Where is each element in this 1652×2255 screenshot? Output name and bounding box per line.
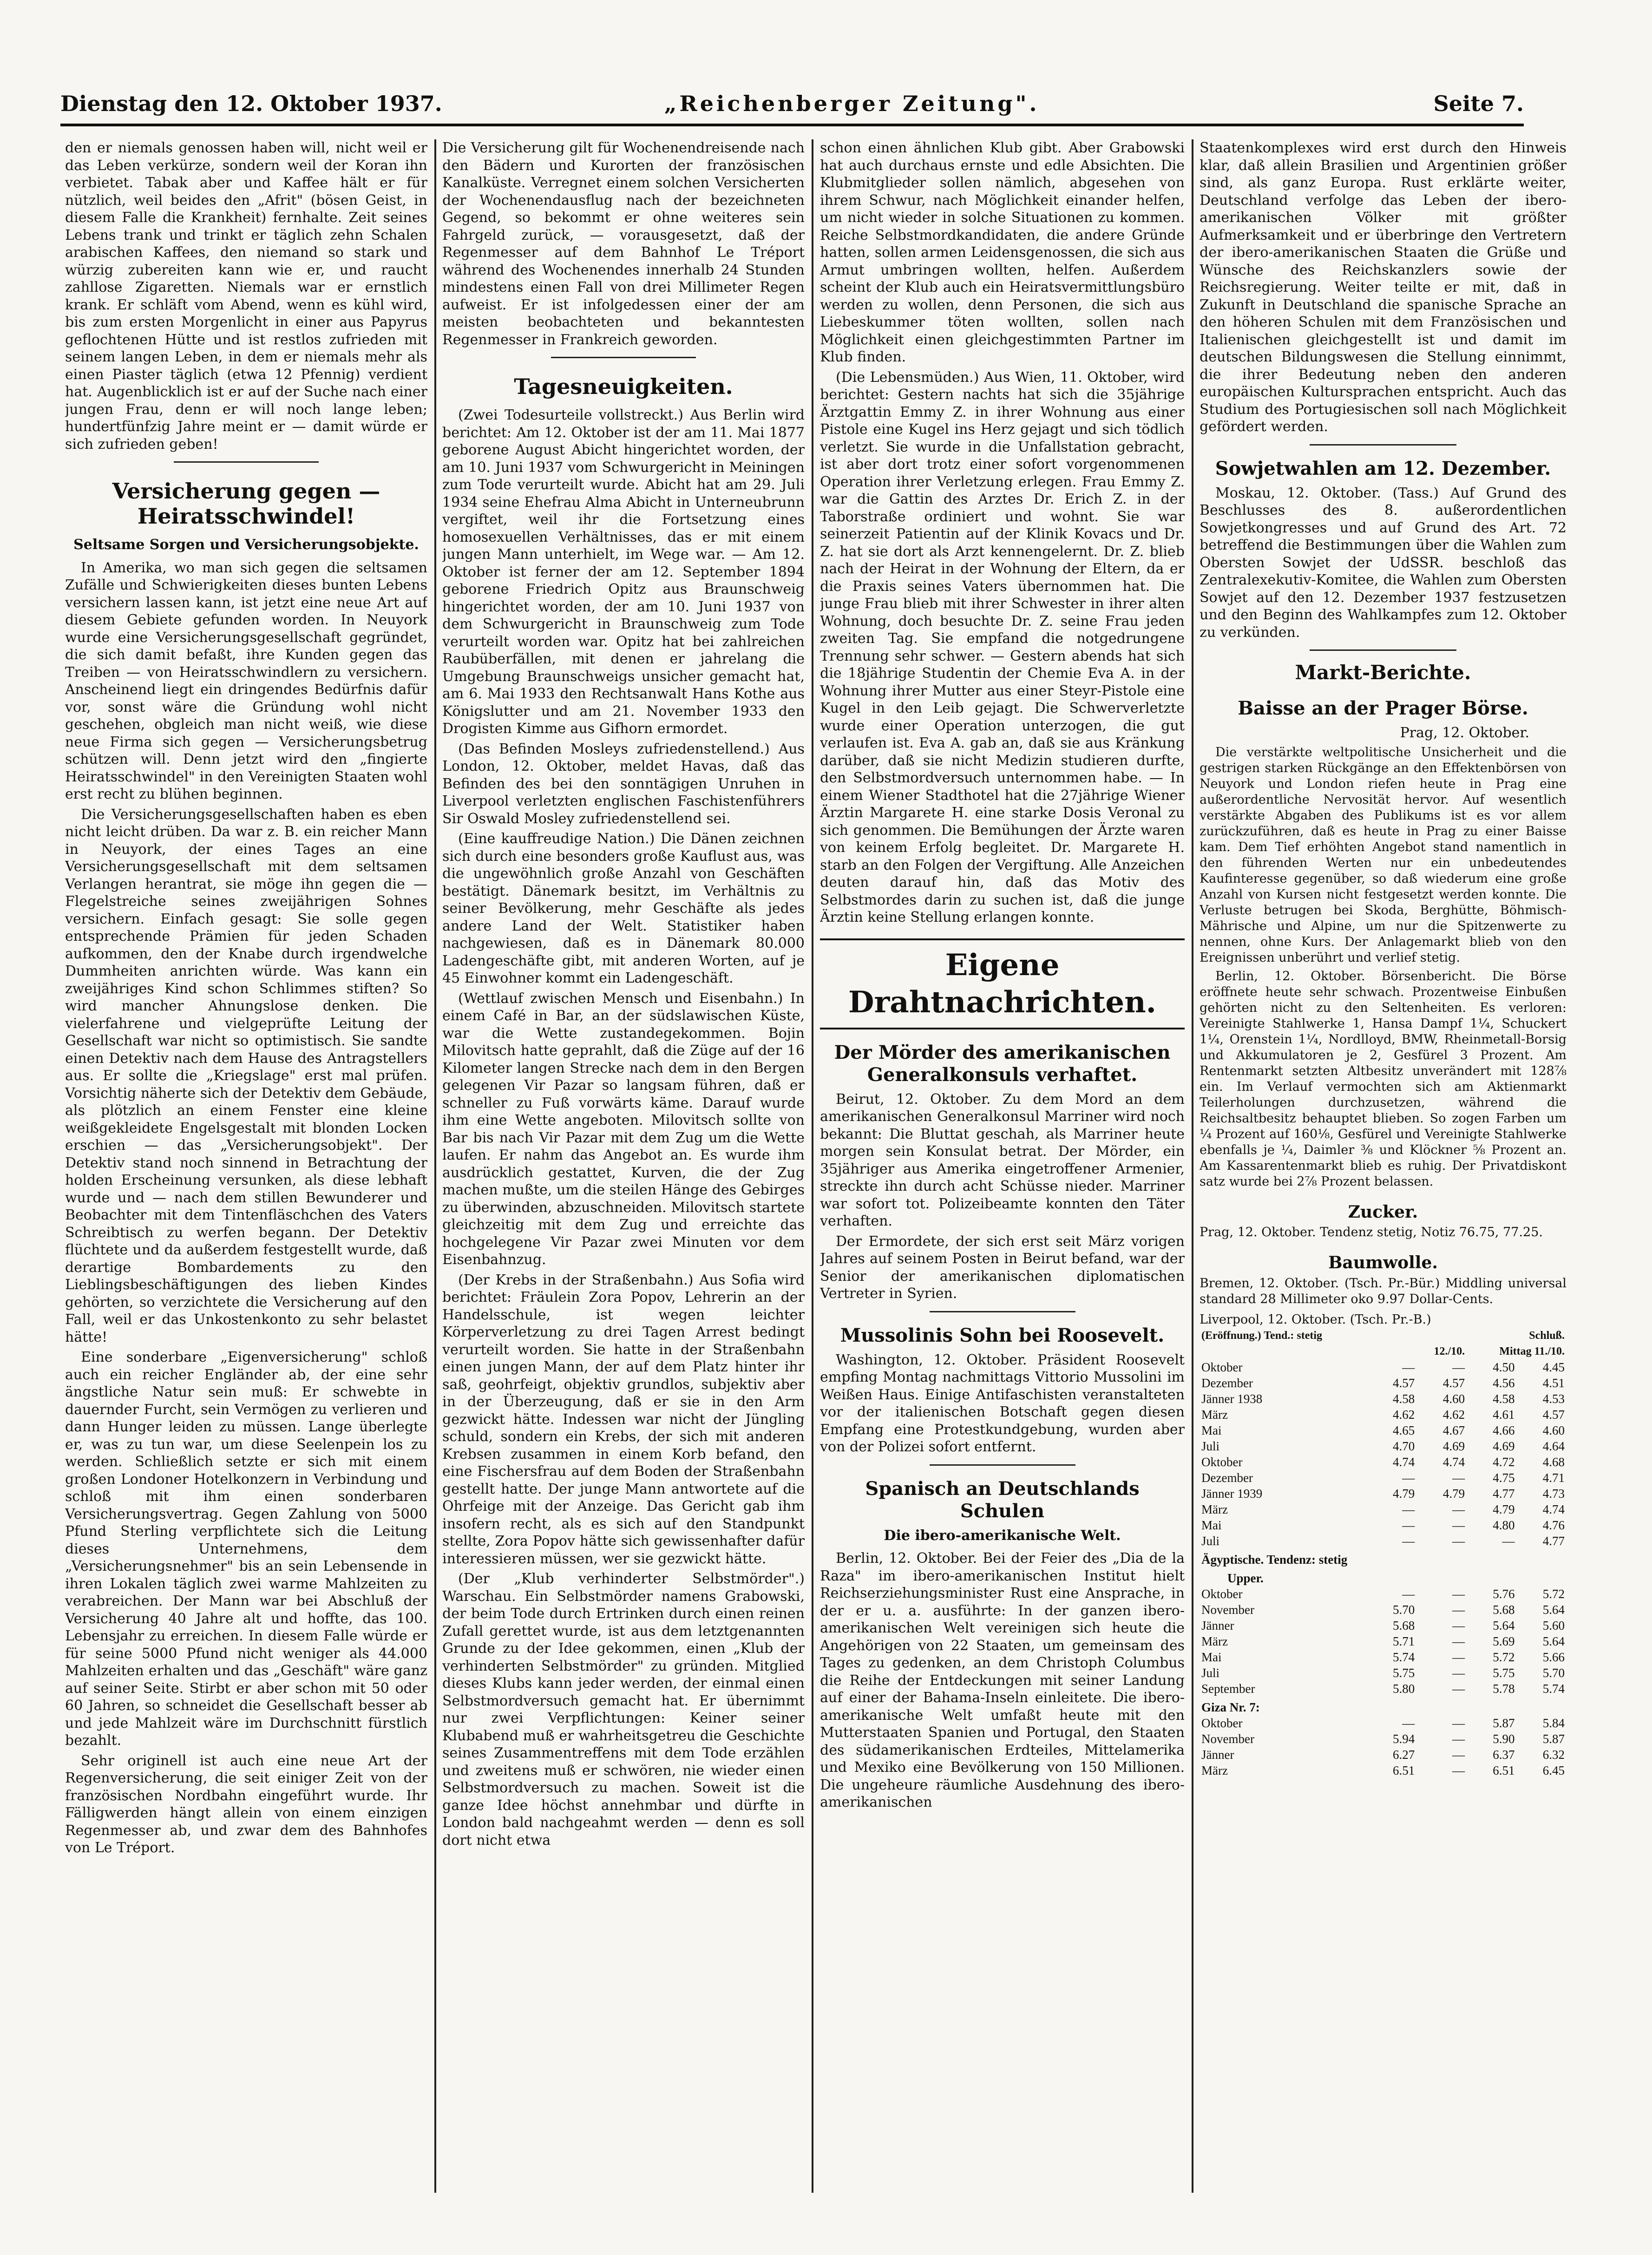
article-text: Eine sonderbare „Eigenversicherung" schloß auch ein reicher Engländer ab, der eine sehr ängstliche Natur sein muß: Er schwebte in dauernder Furcht, sein Vermögen zu verlieren und dann Hunger leiden zu müssen. Lange überlegte er, was zu tun war, um diese Seelenpein los zu werden. Schließlich setzte er sich mit einem großen Londoner Hotelkonzern in Verbindung und schloß mit ihm einen sonderbaren Versicherungsvertrag. Gegen Zahlung von 5000 Pfund Sterling verpflichtete sich die Leitung dieses Unternehmens, dem „Versicherungsnehmer" bis an sein Lebensende in ihren Lokalen täglich zwei warme Mahlzeiten zu verabreichen. Der Mann war bei Abschluß der Versicherung 40 Jahre alt und hoffte, das 100. Lebensjahr zu erreichen. In diesem Falle würde er für seine 5000 Pfund nicht weniger als 44.000 Mahlzeiten erhalten und das „Geschäft" wäre ganz auf seiner Seite. Stirbt er aber schon mit 50 oder 60 Jahren, so schneidet die Gesellschaft besser ab und jede Mahlzeit wäre im Durchschnitt fürstlich bezahlt.: [65, 1349, 427, 1749]
price-cell: 4.57: [1442, 1376, 1465, 1390]
price-cell: 4.76: [1542, 1518, 1565, 1532]
price-cell: —: [1452, 1502, 1465, 1516]
month-cell: Jänner 1939: [1201, 1486, 1263, 1501]
header-masthead: „Reichenberger Zeitung".: [664, 91, 1040, 116]
price-cell: 4.60: [1442, 1391, 1465, 1406]
price-cell: 4.80: [1493, 1518, 1515, 1532]
divider: [930, 1311, 1075, 1312]
price-cell: 5.72: [1493, 1650, 1515, 1664]
table-row: [1200, 1438, 1567, 1454]
table-section-row: [1200, 1567, 1567, 1586]
month-cell: Oktober: [1201, 1586, 1243, 1601]
price-cell: —: [1402, 1502, 1415, 1516]
table-section-row: [1200, 1549, 1567, 1567]
market-text: Prag, 12. Oktober. Tendenz stetig, Notiz 76.75, 77.25.: [1200, 1225, 1543, 1239]
section-label: Ägyptische. Tendenz: stetig: [1201, 1552, 1348, 1567]
table-row: [1200, 1454, 1567, 1470]
article-text: In Amerika, wo man sich gegen die seltsamen Zufälle und Schwierigkeiten dieses bunten Lebens versichern lassen kann, ist jetzt eine neue Art auf diesem Gebiete gefunden worden. In Neuyork wurde eine Versicherungsgesellschaft gegründet, die sich damit befaßt, ihre Kunden gegen das Treiben — von Heiratsschwindlern zu versichern. Anscheinend liegt ein dringendes Bedürfnis dafür vor, sonst wäre die Gründung wohl nicht geschehen, obgleich man nicht weiß, wie diese neue Firma sich gegen — Versicherungsbetrug schützen will. Denn jetzt wird den „fingierte Heiratsschwindel" in den Vereinigten Staaten wohl erst recht zu blühen beginnen.: [65, 559, 427, 802]
subheadline: Seltsame Sorgen und Versicherungsobjekte.: [73, 537, 419, 553]
table-row: [1200, 1501, 1567, 1517]
price-cell: —: [1452, 1518, 1465, 1532]
price-cell: 4.79: [1392, 1486, 1415, 1501]
month-cell: Mai: [1201, 1518, 1222, 1532]
price-cell: 4.53: [1542, 1391, 1565, 1406]
table-row: [1200, 1731, 1567, 1747]
column-1: [65, 139, 427, 2230]
table-row: [1200, 1533, 1567, 1549]
price-cell: 4.75: [1493, 1470, 1515, 1485]
price-cell: 4.61: [1493, 1407, 1515, 1422]
page-header: [60, 91, 1524, 126]
column-rule: [1192, 139, 1193, 2193]
table-header-row: [1200, 1328, 1567, 1344]
price-cell: 6.32: [1542, 1747, 1565, 1762]
price-cell: —: [1452, 1681, 1465, 1696]
table-row: [1200, 1586, 1567, 1602]
price-cell: 5.70: [1542, 1665, 1565, 1680]
month-cell: März: [1201, 1407, 1228, 1422]
article-text: Berlin, 12. Oktober. Bei der Feier des „Dia de la Raza" im ibero-amerikanischen Institut hielt Reichserziehungsminister Rust eine Ansprache, in der er u. a. ausführte: In der ganzen ibero-amerikanischen Welt vereinigen sich heute die Angehörigen von 22 Staaten, um gemeinsam des Tages zu gedenken, an dem Christoph Columbus die Reihe der Entdeckungen mit seiner Landung auf einer der Bahama-Inseln einleitete. Die ibero-amerikanische Welt umfaßt heute mit den Mutterstaaten Spanien und Portugal, den Staaten des südamerikanischen Erdteiles, Mittelamerika und Mexiko eine Bevölkerung von 150 Millionen. Die ungeheure räumliche Ausdehnung des ibero-amerikanischen: [820, 1550, 1185, 1810]
price-cell: 4.58: [1392, 1391, 1415, 1406]
table-row: [1200, 1665, 1567, 1681]
table-header-cell: Schluß.: [1529, 1329, 1565, 1342]
price-cell: 5.66: [1542, 1650, 1565, 1664]
price-cell: —: [1452, 1665, 1465, 1680]
month-cell: Jänner: [1201, 1618, 1234, 1632]
headline-baisse: Baisse an der Prager Börse.: [1238, 697, 1528, 719]
table-header-cell: 12./10.: [1434, 1345, 1465, 1357]
price-cell: 5.64: [1493, 1618, 1515, 1632]
table-row: [1200, 1486, 1567, 1501]
price-cell: —: [1452, 1747, 1465, 1762]
column-rule: [434, 139, 436, 2193]
price-cell: 4.65: [1392, 1423, 1415, 1437]
month-cell: November: [1201, 1602, 1254, 1617]
price-cell: 5.84: [1542, 1716, 1565, 1730]
month-cell: Juli: [1201, 1439, 1220, 1453]
price-cell: —: [1452, 1731, 1465, 1746]
price-cell: 4.60: [1542, 1423, 1565, 1437]
divider: [930, 1464, 1075, 1466]
price-cell: —: [1402, 1518, 1415, 1532]
price-cell: 4.50: [1493, 1360, 1515, 1374]
price-cell: 4.62: [1442, 1407, 1465, 1422]
month-cell: Juli: [1201, 1665, 1220, 1680]
price-cell: 6.51: [1392, 1763, 1415, 1777]
article-text: den er niemals genossen haben will, nicht weil er das Leben verkürze, sondern weil der Koran ihn verbietet. Tabak aber und Kaffee hält er für nützlich, weil beides den „Afrit" (bösen Geist, in diesem Falle die Krankheit) fernhalte. Zeit seines Lebens trank und trinkt er täglich zehn Schalen arabischen Kaffees, den niemand so stark und würzig zubereiten kann wie er, und raucht zahllose Zigaretten. Niemals war er ernstlich krank. Er schläft vom Abend, wenn es kühl wird, bis zum ersten Morgenlicht in einer aus Papyrus geflochtenen Hütte und ist restlos zufrieden mit seinem langen Leben, in dem er niemals mehr als einen Piaster täglich (etwa 12 Pfennig) verdient hat. Augenblicklich ist er auf der Suche nach einer jungen Frau, denn er will noch lange leben; hundertfünfzig Jahre meint er — damit würde er sich zufrieden geben!: [65, 140, 427, 452]
article-text: Washington, 12. Oktober. Präsident Roosevelt empfing Montag nachmittags Vittorio Mussolini im Weißen Haus. Einige Antifaschisten veranstalteten vor der italienischen Botschaft gegen diesen Empfang eine Protestkundgebung, wurden aber von der Polizei sofort entfernt.: [820, 1351, 1185, 1455]
giza-rows: [1200, 1715, 1567, 1778]
table-row: [1200, 1391, 1567, 1407]
article-text: schon einen ähnlichen Klub gibt. Aber Grabowski hat auch durchaus ernste und edle Absichten. Die Klubmitglieder sollen nämlich, abgesehen von ihrem Schwur, nach Möglichkeit einander helfen, um nicht wieder in solche Situationen zu kommen. Reiche Selbstmordkandidaten, die andere Gründe hatten, sollen armen Leidensgenossen, die sich aus Armut umbringen wollten, helfen. Außerdem scheint der Klub auch ein Heiratsvermittlungsbüro werden zu wollen, denn Personen, die sich aus Liebeskummer töten wollten, sollen nach Möglichkeit einen gleichgestimmten Partner im Klub finden.: [820, 140, 1185, 365]
table-row: [1200, 1470, 1567, 1486]
price-cell: 4.56: [1493, 1376, 1515, 1390]
egypt-upper-rows: [1200, 1586, 1567, 1697]
headline-versicherung: Versicherung gegen — Heiratsschwindel!: [112, 479, 380, 529]
headline-spanisch: Spanisch an Deutschlands Schulen: [865, 1477, 1140, 1522]
price-cell: 4.69: [1493, 1439, 1515, 1453]
price-cell: 5.68: [1392, 1618, 1415, 1632]
price-cell: 5.75: [1493, 1665, 1515, 1680]
price-cell: —: [1402, 1534, 1415, 1548]
table-row: [1200, 1602, 1567, 1618]
table-row: [1200, 1407, 1567, 1422]
market-text: Bremen, 12. Oktober. (Tsch. Pr.-Bür.) Middling universal standard 28 Millimeter oko 9.97 Dollar-Cents.: [1200, 1276, 1567, 1306]
month-cell: Oktober: [1201, 1360, 1243, 1374]
price-cell: 6.27: [1392, 1747, 1415, 1762]
price-cell: 6.37: [1493, 1747, 1515, 1762]
article-text: Der Ermordete, der sich erst seit März vorigen Jahres auf seinem Posten in Beirut befand, war der Senior der amerikanischen diplomatischen Vertreter in Syrien.: [820, 1233, 1185, 1302]
month-cell: Mai: [1201, 1423, 1222, 1437]
headline-tagesneuigkeiten: Tagesneuigkeiten.: [514, 374, 733, 399]
price-cell: 4.62: [1392, 1407, 1415, 1422]
price-cell: 4.51: [1542, 1376, 1565, 1390]
price-cell: 6.45: [1542, 1763, 1565, 1777]
price-cell: —: [1452, 1618, 1465, 1632]
month-cell: September: [1201, 1681, 1255, 1696]
price-cell: 4.77: [1542, 1534, 1565, 1548]
article-text: Beirut, 12. Oktober. Zu dem Mord an dem amerikanischen Generalkonsul Marriner wird noch bekannt: Die Bluttat geschah, als Marriner heute morgen sein Konsulat betrat. Der Mörder, ein 35jähriger aus Amerika eingetroffener Armenier, streckte ihn durch acht Schüsse nieder. Marriner war sofort tot. Polizeibeamte konnten den Täter verhaften.: [820, 1091, 1185, 1229]
price-cell: 4.57: [1392, 1376, 1415, 1390]
table-row: [1200, 1681, 1567, 1697]
headline-baumwolle: Baumwolle.: [1328, 1253, 1438, 1272]
month-cell: März: [1201, 1763, 1228, 1777]
article-text: Die Versicherung gilt für Wochenendreisende nach den Bädern und Kurorten der französischen Kanalküste. Verregnet einem solchen Versicherten der Wochenendausflug nach der bezeichneten Gegend, so bekommt er ohne weiteres sein Fahrgeld zurück, — vorausgesetzt, daß der Regenmesser auf dem Bahnhof Le Tréport während des Wochenendes innerhalb 24 Stunden mindestens einen Fall von drei Millimeter Regen aufweist. Er ist infolgedessen einer der am meisten beobachteten und bekanntesten Regenmesser in Frankreich geworden.: [442, 140, 805, 348]
price-cell: 5.90: [1493, 1731, 1515, 1746]
price-cell: —: [1452, 1534, 1465, 1548]
price-cell: 5.72: [1542, 1586, 1565, 1601]
price-cell: 4.79: [1442, 1486, 1465, 1501]
price-cell: 4.71: [1542, 1470, 1565, 1485]
market-text: Liverpool, 12. Oktober. (Tsch. Pr.-B.): [1200, 1312, 1431, 1327]
price-cell: —: [1452, 1602, 1465, 1617]
news-item: (Der Krebs in der Straßenbahn.) Aus Sofia wird berichtet: Fräulein Zora Popov, Lehrerin an der Handelsschule, ist wegen leichter Körperverletzung zu drei Tagen Arrest bedingt verurteilt worden. Sie hatte in der Straßenbahn einen jungen Mann, der auf dem Platz hinter ihr saß, geohrfeigt, objektiv grundlos, subjektiv aber in der Überzeugung, daß er sie in den Arm gezwickt hätte. Indessen war nicht der Jüngling schuld, sondern ein Krebs, der sich mit anderen Krebsen zusammen in einem Korb befand, den eine Fischersfrau auf dem Boden der Straßenbahn gestellt hatte. Der junge Mann antwortete auf die Ohrfeige mit der Anzeige. Das Gericht gab ihm insofern recht, als es sich auf den Standpunkt stellte, Zora Popov hätte sich gewissenhafter dafür interessieren müssen, wer sie gezwickt hätte.: [442, 1272, 805, 1567]
month-cell: Jänner 1938: [1201, 1391, 1263, 1406]
price-cell: —: [1452, 1360, 1465, 1374]
price-cell: —: [1402, 1586, 1415, 1601]
price-cell: 4.74: [1392, 1455, 1415, 1469]
table-section-row: [1200, 1697, 1567, 1715]
headline-moerder: Der Mörder des amerikanischen Generalkonsuls verhaftet.: [834, 1041, 1171, 1086]
table-row: [1200, 1375, 1567, 1391]
price-cell: 4.74: [1542, 1502, 1565, 1516]
price-cell: —: [1452, 1650, 1465, 1664]
price-cell: 5.74: [1392, 1650, 1415, 1664]
price-cell: —: [1402, 1470, 1415, 1485]
divider: [551, 357, 696, 358]
news-item: (Eine kauffreudige Nation.) Die Dänen zeichnen sich durch eine besonders große Kauflust aus, was die ungewöhnlich große Anzahl von Geschäften bestätigt. Dänemark besitzt, im Verhältnis zu seiner Bevölkerung, mehr Geschäfte als jedes andere Land der Welt. Statistiker haben nachgewiesen, daß es in Dänemark 80.000 Ladengeschäfte gibt, mit anderen Worten, auf je 45 Einwohner kommt ein Ladengeschäft.: [442, 831, 805, 986]
table-header-row: [1200, 1344, 1567, 1359]
price-cell: 4.72: [1493, 1455, 1515, 1469]
section-label: Giza Nr. 7:: [1201, 1700, 1260, 1714]
cotton-price-table: [1200, 1328, 1567, 1778]
market-text: Die verstärkte weltpolitische Unsicherheit und die gestrigen starken Rückgänge an den Effektenbörsen von Neuyork und London riefen heute in Prag eine außerordentliche Nervosität hervor. Auf wesentlich verstärkte Abgaben des Publikums ist es vor allem zurückzuführen, daß es heute in Prag zu einer Baisse kam. Dem Tief erhöhten Angebot stand namentlich in den führenden Werten nur ein unbedeutendes Kaufinteresse gegenüber, so daß wiederum eine große Anzahl von Kursen nicht festgesetzt werden konnte. Die Verluste betrugen bei Skoda, Berghütte, Böhmisch-Mährische und Alpine, um nur die Spitzenwerte zu nennen, ohne Kurs. Der Anlagemarkt blieb von den Ereignissen unberührt und verlief stetig.: [1200, 745, 1567, 965]
price-cell: 4.74: [1442, 1455, 1465, 1469]
price-cell: 5.74: [1542, 1681, 1565, 1696]
table-row: [1200, 1715, 1567, 1731]
price-cell: 5.75: [1392, 1665, 1415, 1680]
month-cell: Jänner: [1201, 1747, 1234, 1762]
price-cell: 4.69: [1442, 1439, 1465, 1453]
headline-marktberichte: Markt-Berichte.: [1295, 661, 1471, 684]
table-row: [1200, 1517, 1567, 1533]
divider: [1310, 649, 1456, 651]
article-text: Staatenkomplexes wird erst durch den Hinweis klar, daß allein Brasilien und Argentinien größer sind, als ganz Europa. Rust erklärte weiter, Deutschland verfolge das Leben der ibero-amerikanischen Völker mit größter Aufmerksamkeit und er überbringe den Vertretern der ibero-amerikanischen Staaten die Grüße und Wünsche des Reichskanzlers sowie der Reichsregierung. Weiter teilte er mit, daß in Zukunft in Deutschland die spanische Sprache an den höheren Schulen mit dem Französischen und Italienischen gleichgestellt ist und damit im deutschen Bildungswesen die Stellung einnimmt, die ihrer Bedeutung neben den anderen europäischen Kultursprachen entspricht. Auch das Studium des Portugiesischen soll nach Möglichkeit gefördert werden.: [1200, 140, 1567, 435]
table-row: [1200, 1422, 1567, 1438]
price-cell: 5.87: [1542, 1731, 1565, 1746]
month-cell: Oktober: [1201, 1716, 1243, 1730]
price-cell: 4.64: [1542, 1439, 1565, 1453]
price-cell: 4.77: [1493, 1486, 1515, 1501]
price-cell: 5.80: [1392, 1681, 1415, 1696]
month-cell: November: [1201, 1731, 1254, 1746]
price-cell: 5.76: [1493, 1586, 1515, 1601]
table-row: [1200, 1618, 1567, 1633]
month-cell: Dezember: [1201, 1376, 1253, 1390]
column-4: [1200, 139, 1567, 2230]
price-cell: 5.87: [1493, 1716, 1515, 1730]
header-date: Dienstag den 12. Oktober 1937.: [60, 91, 442, 116]
table-row: [1200, 1359, 1567, 1375]
news-item: (Zwei Todesurteile vollstreckt.) Aus Berlin wird berichtet: Am 12. Oktober ist der am 11. Mai 1877 geborene August Abicht hingerichtet worden, der am 10. Juni 1937 vom Schwurgericht in Meiningen zum Tode verurteilt wurde. Abicht hat am 29. Juli 1934 seine Ehefrau Alma Abicht in Unterneubrunn vergiftet, weil ihr die Fortsetzung eines homosexuellen Verhältnisses, das er mit einem jungen Mann unterhielt, im Wege war. — Am 12. Oktober ist ferner der am 12. September 1894 geborene Friedrich Opitz aus Braunschweig hingerichtet worden, der am 10. Juni 1937 von dem Schwurgericht in Braunschweig zum Tode verurteilt worden war. Opitz hat bei zahlreichen Raubüberfällen, mit denen er jahrelang die Umgebung Braunschweigs unsicher gemacht hat, am 6. Mai 1933 den Rechtsanwalt Hans Kothe aus Königslutter und am 21. November 1933 den Drogisten Kimme aus Gifhorn ermordet.: [442, 407, 805, 737]
column-3: [820, 139, 1185, 2230]
price-cell: —: [1452, 1634, 1465, 1648]
headline-drahtnachrichten: Eigene Drahtnachrichten.: [820, 938, 1185, 1029]
price-cell: —: [1402, 1360, 1415, 1374]
price-cell: 5.68: [1493, 1602, 1515, 1617]
price-cell: 5.94: [1392, 1731, 1415, 1746]
column-rule: [812, 139, 813, 2193]
price-cell: 5.60: [1542, 1618, 1565, 1632]
dateline: Prag, 12. Oktober.: [1400, 725, 1529, 741]
column-2: [442, 139, 805, 2230]
price-cell: 5.64: [1542, 1634, 1565, 1648]
price-cell: 5.70: [1392, 1602, 1415, 1617]
section-label: Upper.: [1227, 1571, 1264, 1585]
liverpool-rows: [1200, 1359, 1567, 1549]
month-cell: März: [1201, 1634, 1228, 1648]
price-cell: 5.71: [1392, 1634, 1415, 1648]
header-page-number: Seite 7.: [1433, 91, 1524, 116]
headline-mussolini: Mussolinis Sohn bei Roosevelt.: [840, 1324, 1165, 1346]
month-cell: Oktober: [1201, 1455, 1243, 1469]
price-cell: 4.66: [1493, 1423, 1515, 1437]
divider: [174, 461, 319, 463]
table-header-cell: Mittag 11./10.: [1499, 1345, 1565, 1357]
headline-sowjetwahlen: Sowjetwahlen am 12. Dezember.: [1215, 457, 1551, 479]
news-item: (Das Befinden Mosleys zufriedenstellend.) Aus London, 12. Oktober, meldet Havas, daß das Befinden des bei den sonntägigen Unruhen in Liverpool verletzten englischen Faschistenführers Sir Oswald Mosley zufriedenstellend sei.: [442, 741, 805, 827]
price-cell: —: [1452, 1763, 1465, 1777]
news-item: (Der „Klub verhinderter Selbstmörder".) Warschau. Ein Selbstmörder namens Grabowski, der beim Tode durch Ertrinken durch einen reinen Zufall gerettet wurde, ist aus dem letztgenannten Grunde zu der Idee gekommen, einen „Klub der verhinderten Selbstmörder" zu gründen. Mitglied dieses Klubs kann jeder werden, der einmal einen Selbstmordversuch gemacht hat. Er übernimmt nur zwei Verpflichtungen: Keiner seiner Klubabend muß er wahrheitsgetreu die Geschichte seines Zusammentreffens mit dem Tode erzählen und zweitens muß er schwören, nie wieder einen Selbstmordversuch zu machen. Soweit ist die ganze Idee höchst annehmbar und dürfte in London bald nachgeahmt werden — denn es soll dort nicht etwa: [442, 1571, 805, 1849]
headline-zucker: Zucker.: [1348, 1202, 1418, 1222]
table-row: [1200, 1763, 1567, 1778]
price-cell: 4.79: [1493, 1502, 1515, 1516]
market-text: Berlin, 12. Oktober. Börsenbericht. Die Börse eröffnete heute sehr schwach. Prozentweise Einbußen gehörten nicht zu den Seltenheiten. Es verloren: Vereinigte Stahlwerke 1, Hansa Dampf 1¼, Schuckert 1¼, Orenstein 1¼, Nordlloyd, BMW, Rheinmetall-Borsig und Akkumulatoren je 2, Gesfürel 3 Prozent. Am Rentenmarkt setzten Altbesitz unverändert mit 128⅞ ein. Im Verlauf vermochten sich am Aktienmarkt Teilerholungen durchzusetzen, während die Reichsaltbesitz behauptet blieben. So zogen Farben um ¼ Prozent auf 160⅛, Gesfürel und Vereinigte Stahlwerke ebenfalls je ¼, Daimler ⅜ und Klöckner ⅝ Prozent an. Am Kassarentenmarkt blieb es ruhig. Der Privatdiskont satz wurde bei 2⅞ Prozent belassen.: [1200, 969, 1567, 1189]
month-cell: Mai: [1201, 1650, 1222, 1664]
price-cell: 4.45: [1542, 1360, 1565, 1374]
price-cell: 4.67: [1442, 1423, 1465, 1437]
price-cell: 5.64: [1542, 1602, 1565, 1617]
price-cell: 5.69: [1493, 1634, 1515, 1648]
month-cell: Juli: [1201, 1534, 1220, 1548]
news-item: (Die Lebensmüden.) Aus Wien, 11. Oktober, wird berichtet: Gestern nachts hat sich die 35jährige Ärztgattin Emmy Z. in ihrer Wohnung aus einer Pistole eine Kugel ins Herz gejagt und sich tödlich verletzt. Sie wurde in die Unfallstation gebracht, ist aber dort trotz einer sofort vorgenommenen Operation ihrer Verletzung erlegen. Frau Emmy Z. war die Gattin des Arztes Dr. Erich Z. in der Taborstraße ordiniert und wohnt. Sie war seinerzeit Patientin auf der Klinik Kovacs und Dr. Z. hat sie dort als Arzt kennengelernt. Dr. Z. blieb nach der Heirat in der Wohnung der Eltern, da er die Praxis seines Vaters übernommen hat. Die junge Frau blieb mit ihrer Schwester in ihrer alten Wohnung, doch besuchte Dr. Z. seine Frau jeden zweiten Tag. Sie empfand die notgedrungene Trennung sehr schwer. — Gestern abends hat sich die 18jährige Studentin der Chemie Eva A. in der Wohnung ihrer Mutter aus einer Steyr-Pistole eine Kugel in den Leib gejagt. Die Schwerverletzte wurde einer Operation unterzogen, die gut verlaufen ist. Eva A. gab an, daß sie aus Kränkung darüber, daß sie nicht Medizin studieren durfte, den Selbstmordversuch unternommen habe. — In einem Wiener Stadthotel hat die 27jährige Wiener Ärztin Margarete H. eine starke Dosis Veronal zu sich genommen. Die Bemühungen der Ärzte waren von keinem Erfolg begleitet. Dr. Margarete H. starb an den Folgen der Vergiftung. Alle Anzeichen deuten darauf hin, daß das Motiv des Selbstmordes darin zu suchen ist, daß die junge Ärztin keine Stellung erlangen konnte.: [820, 369, 1185, 925]
price-cell: —: [1452, 1716, 1465, 1730]
article-text: Die Versicherungsgesellschaften haben es eben nicht leicht drüben. Da war z. B. ein reicher Mann in Neuyork, der eines Tages an eine Versicherungsgesellschaft mit dem seltsamen Verlangen herantrat, sie möge ihn gegen die — Flegelstreiche seines zweijährigen Sohnes versichern. Einfach gesagt: Sie solle gegen entsprechende Prämien für jeden Schaden aufkommen, den der Knabe durch irgendwelche Dummheiten anrichten würde. Was kann ein zweijähriges Kind schon Schlimmes stiften? So wird mancher Ahnungslose denken. Die vielerfahrene und vielgeprüfte Leitung der Gesellschaft war nicht so optimistisch. Sie sandte einen Detektiv nach dem Hause des Antragstellers aus. Er sollte die „Kriegslage" erst mal prüfen. Vorsichtig näherte sich der Detektiv dem Gebäude, als plötzlich an einem Fenster eine kleine weißgekleidete Engelsgestalt mit blonden Locken erschien — das „Versicherungsobjekt". Der Detektiv stand noch sinnend in Betrachtung der holden Erscheinung versunken, als diese lebhaft wurde und — nach dem stillen Bewunderer und Beobachter mit dem Tintenfläschchen des Vaters Schreibtisch zu werfen begann. Der Detektiv flüchtete und da außerdem festgestellt wurde, daß derartige Bombardements zu den Lieblingsbeschäftigungen des lieben Kindes gehörten, so verzichtete die Versicherung auf den Fall, weil er das Unkostenkonto zu sehr belastet hätte!: [65, 806, 427, 1345]
price-cell: —: [1452, 1586, 1465, 1601]
month-cell: Dezember: [1201, 1470, 1253, 1485]
price-cell: —: [1402, 1716, 1415, 1730]
price-cell: 4.57: [1542, 1407, 1565, 1422]
price-cell: —: [1502, 1534, 1515, 1548]
price-cell: 6.51: [1493, 1763, 1515, 1777]
divider: [1310, 444, 1456, 446]
price-cell: 5.78: [1493, 1681, 1515, 1696]
price-cell: 4.58: [1493, 1391, 1515, 1406]
news-item: (Wettlauf zwischen Mensch und Eisenbahn.) In einem Café in Bar, an der südslawischen Küste, war die Wette zustandegekommen. Bojin Milovitsch hatte geprahlt, daß die Züge auf der 16 Kilometer langen Strecke nach dem in den Bergen gelegenen Vir Pazar so langsam führen, daß er schneller zu Fuß vorwärts käme. Darauf wurde ihm eine Wette angeboten. Milovitsch sollte von Bar bis nach Vir Pazar mit dem Zug um die Wette laufen. Er nahm das Angebot an. Es wurde ihm ausdrücklich gestattet, Kurven, die der Zug machen mußte, um die steilen Hänge des Gebirges zu überwinden, abzuschneiden. Milovitsch startete gleichzeitig mit dem Zug und erreichte das hochgelegene Vir Pazar zwei Minuten vor dem Eisenbahnzug.: [442, 990, 805, 1268]
price-cell: 4.70: [1392, 1439, 1415, 1453]
article-text: Sehr originell ist auch eine neue Art der Regenversicherung, die seit einiger Zeit von der französischen Nordbahn eingeführt wurde. Ihr Fälligwerden hängt allein von einem einzigen Regenmesser ab, und zwar dem des Bahnhofes von Le Tréport.: [65, 1752, 427, 1856]
table-row: [1200, 1747, 1567, 1763]
price-cell: 4.68: [1542, 1455, 1565, 1469]
table-row: [1200, 1649, 1567, 1665]
table-header-cell: (Eröffnung.) Tend.: stetig: [1201, 1329, 1323, 1342]
table-row: [1200, 1633, 1567, 1649]
price-cell: 4.73: [1542, 1486, 1565, 1501]
article-text: Moskau, 12. Oktober. (Tass.) Auf Grund des Beschlusses des 8. außerordentlichen Sowjetkongresses und auf Grund des Art. 72 betreffend die Bestimmungen über die Wahlen zum Obersten Sowjet der UdSSR. beschloß das Zentralexekutiv-Komitee, die Wahlen zum Obersten Sowjet auf den 12. Dezember 1937 festzusetzen und den Beginn des Wahlkampfes zum 12. Oktober zu verkünden.: [1200, 485, 1567, 641]
month-cell: März: [1201, 1502, 1228, 1516]
subheadline: Die ibero-amerikanische Welt.: [884, 1527, 1121, 1544]
price-cell: —: [1452, 1470, 1465, 1485]
